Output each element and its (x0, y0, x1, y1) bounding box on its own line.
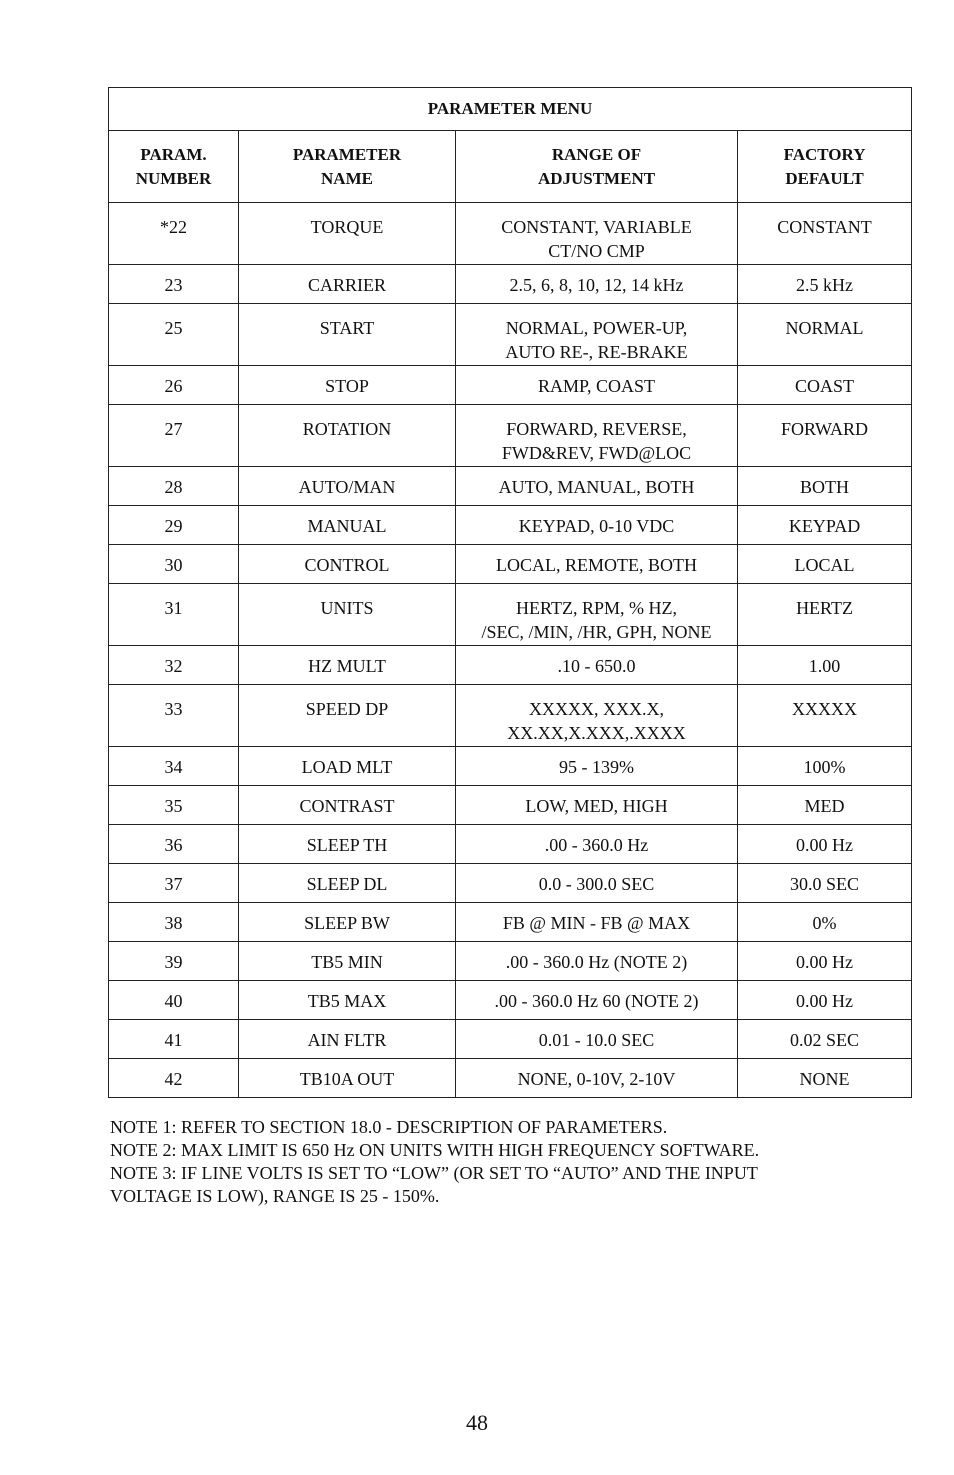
factory-default-cell: NONE (738, 1059, 912, 1098)
table-row (109, 203, 912, 265)
factory-default-cell: MED (738, 786, 912, 825)
param-name-cell: CONTRAST (239, 786, 456, 825)
header-parameter-name: PARAMETER NAME (239, 131, 456, 203)
param-name-cell: LOAD MLT (239, 747, 456, 786)
range-line: AUTO, MANUAL, BOTH (498, 477, 695, 497)
range-cell (456, 646, 738, 685)
range-line: 95 - 139% (559, 757, 634, 777)
table-row (109, 786, 912, 825)
table-row (109, 864, 912, 903)
factory-default-cell: HERTZ (738, 584, 912, 646)
param-name-cell: STOP (239, 366, 456, 405)
range-line: FORWARD, REVERSE, (506, 419, 687, 439)
factory-default-cell: COAST (738, 366, 912, 405)
table-row (109, 304, 912, 366)
param-name-cell: SPEED DP (239, 685, 456, 747)
param-name-cell: AIN FLTR (239, 1020, 456, 1059)
table-row (109, 366, 912, 405)
parameter-menu-table (108, 87, 912, 1098)
factory-default-cell: 0.00 Hz (738, 981, 912, 1020)
header-range-of-adjustment: RANGE OF ADJUSTMENT (456, 131, 738, 203)
factory-default-cell: 1.00 (738, 646, 912, 685)
range-line: HERTZ, RPM, % HZ, (516, 598, 677, 618)
range-line: FWD&REV, FWD@LOC (501, 443, 692, 463)
table-row (109, 1059, 912, 1098)
range-line: NORMAL, POWER-UP, (505, 318, 688, 338)
notes-block (110, 1116, 870, 1208)
param-number-cell: 40 (109, 981, 239, 1020)
param-name-cell: CONTROL (239, 545, 456, 584)
param-name-cell: HZ MULT (239, 646, 456, 685)
header-param-number: PARAM. NUMBER (109, 131, 239, 203)
factory-default-cell: 100% (738, 747, 912, 786)
range-line: CT/NO CMP (548, 241, 645, 261)
factory-default-cell: 0.00 Hz (738, 825, 912, 864)
range-line: AUTO RE-, RE-BRAKE (505, 342, 688, 362)
param-name-cell: AUTO/MAN (239, 467, 456, 506)
param-number-cell: 26 (109, 366, 239, 405)
range-cell (456, 584, 738, 646)
param-number-cell: *22 (109, 203, 239, 265)
range-cell (456, 685, 738, 747)
table-row (109, 942, 912, 981)
range-line: FB @ MIN - FB @ MAX (502, 913, 691, 933)
range-cell (456, 1020, 738, 1059)
range-line: CONSTANT, VARIABLE (501, 217, 692, 237)
param-number-cell: 38 (109, 903, 239, 942)
param-name-cell: TB10A OUT (239, 1059, 456, 1098)
param-number-cell: 35 (109, 786, 239, 825)
note-line: VOLTAGE IS LOW), RANGE IS 25 - 150%. (110, 1186, 440, 1206)
param-name-cell: START (239, 304, 456, 366)
range-line: .10 - 650.0 (557, 656, 636, 676)
factory-default-cell: 2.5 kHz (738, 265, 912, 304)
range-cell (456, 545, 738, 584)
range-cell (456, 265, 738, 304)
param-name-cell: TORQUE (239, 203, 456, 265)
range-cell (456, 467, 738, 506)
note-line: NOTE 3: IF LINE VOLTS IS SET TO “LOW” (OR SET TO “AUTO” AND THE INPUT (110, 1163, 758, 1183)
range-cell (456, 405, 738, 467)
table-row (109, 825, 912, 864)
factory-default-cell: 30.0 SEC (738, 864, 912, 903)
param-number-cell: 41 (109, 1020, 239, 1059)
param-name-cell: MANUAL (239, 506, 456, 545)
range-line: .00 - 360.0 Hz 60 (NOTE 2) (494, 991, 699, 1011)
table-row (109, 467, 912, 506)
table-row (109, 981, 912, 1020)
param-number-cell: 33 (109, 685, 239, 747)
param-number-cell: 32 (109, 646, 239, 685)
range-cell (456, 1059, 738, 1098)
param-number-cell: 23 (109, 265, 239, 304)
param-number-cell: 30 (109, 545, 239, 584)
table-row (109, 1020, 912, 1059)
factory-default-cell: LOCAL (738, 545, 912, 584)
param-number-cell: 37 (109, 864, 239, 903)
param-name-cell: SLEEP TH (239, 825, 456, 864)
param-number-cell: 39 (109, 942, 239, 981)
param-name-cell: CARRIER (239, 265, 456, 304)
param-number-cell: 25 (109, 304, 239, 366)
param-number-cell: 42 (109, 1059, 239, 1098)
table-row (109, 646, 912, 685)
range-cell (456, 864, 738, 903)
range-line: XX.XX,X.XXX,.XXXX (507, 723, 686, 743)
range-line: XXXXX, XXX.X, (529, 699, 664, 719)
table-row (109, 584, 912, 646)
range-line: NONE, 0-10V, 2-10V (517, 1069, 676, 1089)
range-line: KEYPAD, 0-10 VDC (518, 516, 675, 536)
param-number-cell: 36 (109, 825, 239, 864)
factory-default-cell: 0.00 Hz (738, 942, 912, 981)
range-line: LOCAL, REMOTE, BOTH (496, 555, 697, 575)
range-cell (456, 203, 738, 265)
range-cell (456, 304, 738, 366)
table-row (109, 405, 912, 467)
param-name-cell: ROTATION (239, 405, 456, 467)
param-name-cell: TB5 MIN (239, 942, 456, 981)
range-cell (456, 825, 738, 864)
param-number-cell: 31 (109, 584, 239, 646)
factory-default-cell: NORMAL (738, 304, 912, 366)
range-line: 0.01 - 10.0 SEC (538, 1030, 655, 1050)
range-line: 0.0 - 300.0 SEC (538, 874, 655, 894)
table-row (109, 506, 912, 545)
factory-default-cell: KEYPAD (738, 506, 912, 545)
factory-default-cell: XXXXX (738, 685, 912, 747)
note-line: NOTE 2: MAX LIMIT IS 650 Hz ON UNITS WITH HIGH FREQUENCY SOFTWARE. (110, 1140, 760, 1160)
range-cell (456, 981, 738, 1020)
range-cell (456, 786, 738, 825)
factory-default-cell: CONSTANT (738, 203, 912, 265)
range-line: RAMP, COAST (537, 376, 656, 396)
range-cell (456, 903, 738, 942)
range-cell (456, 366, 738, 405)
range-line: .00 - 360.0 Hz (NOTE 2) (505, 952, 688, 972)
header-factory-default: FACTORY DEFAULT (738, 131, 912, 203)
table-row (109, 747, 912, 786)
table-row (109, 903, 912, 942)
range-line: .00 - 360.0 Hz (544, 835, 649, 855)
range-cell (456, 747, 738, 786)
param-name-cell: TB5 MAX (239, 981, 456, 1020)
page-number: 48 (466, 1410, 488, 1435)
column-header-row (109, 131, 912, 203)
table-title: PARAMETER MENU (109, 88, 912, 131)
param-number-cell: 28 (109, 467, 239, 506)
table-row (109, 545, 912, 584)
range-line: /SEC, /MIN, /HR, GPH, NONE (481, 622, 712, 642)
param-name-cell: UNITS (239, 584, 456, 646)
factory-default-cell: BOTH (738, 467, 912, 506)
range-line: LOW, MED, HIGH (525, 796, 668, 816)
table-row (109, 265, 912, 304)
factory-default-cell: FORWARD (738, 405, 912, 467)
param-number-cell: 29 (109, 506, 239, 545)
table-row (109, 685, 912, 747)
factory-default-cell: 0% (738, 903, 912, 942)
note-line: NOTE 1: REFER TO SECTION 18.0 - DESCRIPTION OF PARAMETERS. (110, 1117, 668, 1137)
range-cell (456, 506, 738, 545)
range-cell (456, 942, 738, 981)
param-number-cell: 27 (109, 405, 239, 467)
param-name-cell: SLEEP DL (239, 864, 456, 903)
param-name-cell: SLEEP BW (239, 903, 456, 942)
param-number-cell: 34 (109, 747, 239, 786)
range-line: 2.5, 6, 8, 10, 12, 14 kHz (509, 275, 684, 295)
factory-default-cell: 0.02 SEC (738, 1020, 912, 1059)
